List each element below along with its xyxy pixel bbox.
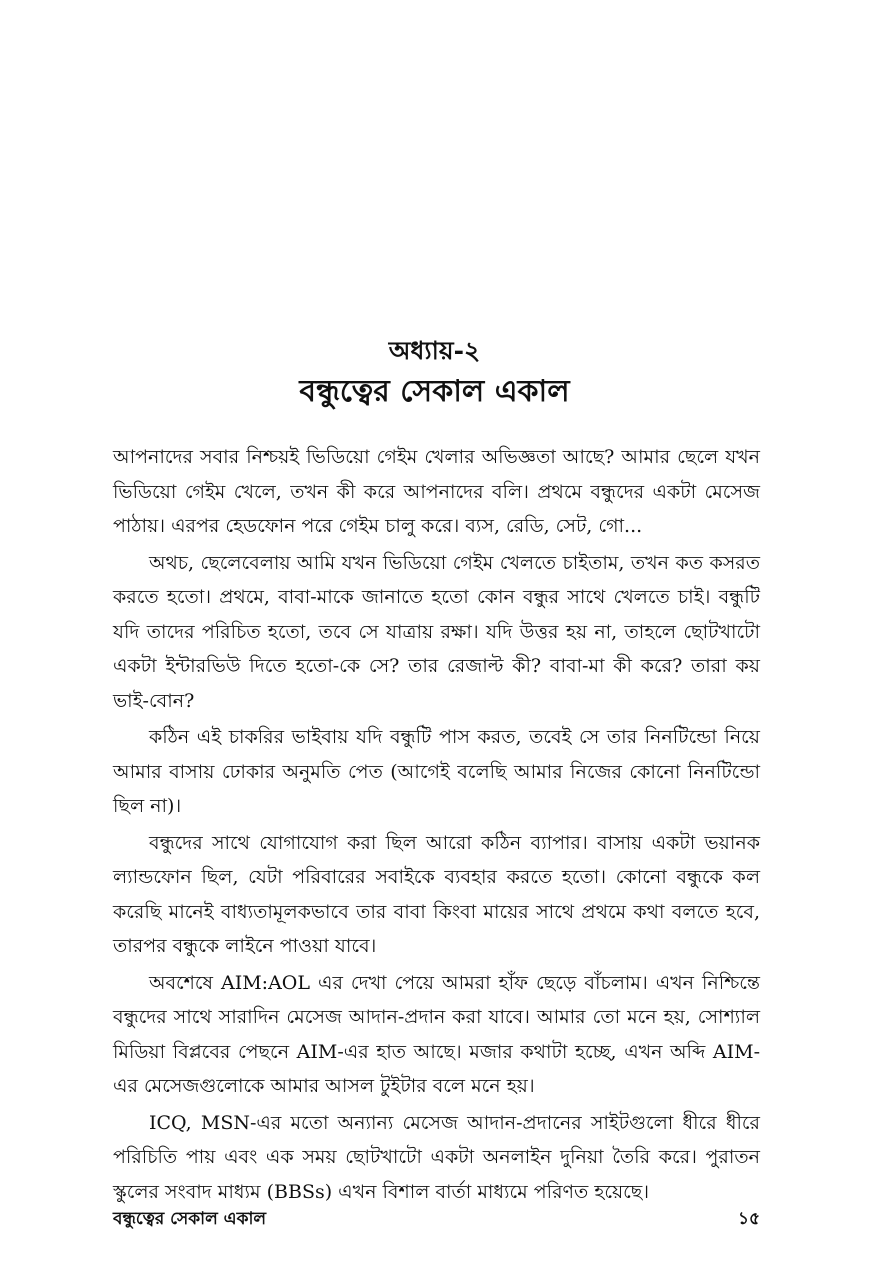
- chapter-number: অধ্যায়-২: [388, 336, 481, 365]
- page-footer: [113, 1207, 760, 1231]
- paragraph-6: ICQ, MSN-এর মতো অন্যান্য মেসেজ আদান-প্রদানের সাইটগুলো ধীরে ধীরে পরিচিতি পায় এবং এক সময় ছোটখাটো একটা অনলাইন দুনিয়া তৈরি করে। পুরাতন স্কুলের সংবাদ মাধ্যম (BBSs) এখন বিশাল বার্তা মাধ্যমে পরিণত হয়েছে।: [113, 1111, 760, 1203]
- chapter-header: [0, 336, 869, 410]
- paragraph-2: অথচ, ছেলেবেলায় আমি যখন ভিডিয়ো গেইম খেলতে চাইতাম, তখন কত কসরত করতে হতো। প্রথমে, বাবা-মাকে জানাতে হতো কোন বন্ধুর সাথে খেলতে চাই। বন্ধুটি যদি তাদের পরিচিত হতো, তবে সে যাত্রায় রক্ষা। যদি উত্তর হয় না, তাহলে ছোটখাটো একটা ইন্টারভিউ দিতে হতো-কে সে? তার রেজাল্ট কী? বাবা-মা কী করে? তারা কয় ভাই-বোন?: [113, 551, 760, 712]
- running-title: বন্ধুত্বের সেকাল একাল: [113, 1209, 267, 1229]
- paragraph-4: বন্ধুদের সাথে যোগাযোগ করা ছিল আরো কঠিন ব্যাপার। বাসায় একটা ভয়ানক ল্যান্ডফোন ছিল, যেটা পরিবারের সবাইকে ব্যবহার করতে হতো। কোনো বন্ধুকে কল করেছি মানেই বাধ্যতামূলকভাবে তার বাবা কিংবা মায়ের সাথে প্রথমে কথা বলতে হবে, তারপর বন্ধুকে লাইনে পাওয়া যাবে।: [113, 831, 760, 957]
- chapter-body: [113, 440, 760, 1209]
- paragraph-5: অবশেষে AIM:AOL এর দেখা পেয়ে আমরা হাঁফ ছেড়ে বাঁচলাম। এখন নিশ্চিন্তে বন্ধুদের সাথে সারাদিন মেসেজ আদান-প্রদান করা যাবে। আমার তো মনে হয়, সোশ্যাল মিডিয়া বিপ্লবের পেছনে AIM-এর হাত আছে। মজার কথাটা হচ্ছে, এখন অব্দি AIM-এর মেসেজগুলোকে আমার আসল টুইটার বলে মনে হয়।: [113, 971, 760, 1097]
- paragraph-3: কঠিন এই চাকরির ভাইবায় যদি বন্ধুটি পাস করত, তবেই সে তার নিনটিন্ডো নিয়ে আমার বাসায় ঢোকার অনুমতি পেত (আগেই বলেছি আমার নিজের কোনো নিনটিন্ডো ছিল না)।: [113, 726, 760, 817]
- paragraph-1: আপনাদের সবার নিশ্চয়ই ভিডিয়ো গেইম খেলার অভিজ্ঞতা আছে? আমার ছেলে যখন ভিডিয়ো গেইম খেলে, তখন কী করে আপনাদের বলি। প্রথমে বন্ধুদের একটা মেসেজ পাঠায়। এরপর হেডফোন পরে গেইম চালু করে। ব্যস, রেডি, সেট, গো...: [113, 446, 760, 537]
- page-number: ১৫: [737, 1209, 760, 1229]
- chapter-title: বন্ধুত্বের সেকাল একাল: [299, 374, 570, 409]
